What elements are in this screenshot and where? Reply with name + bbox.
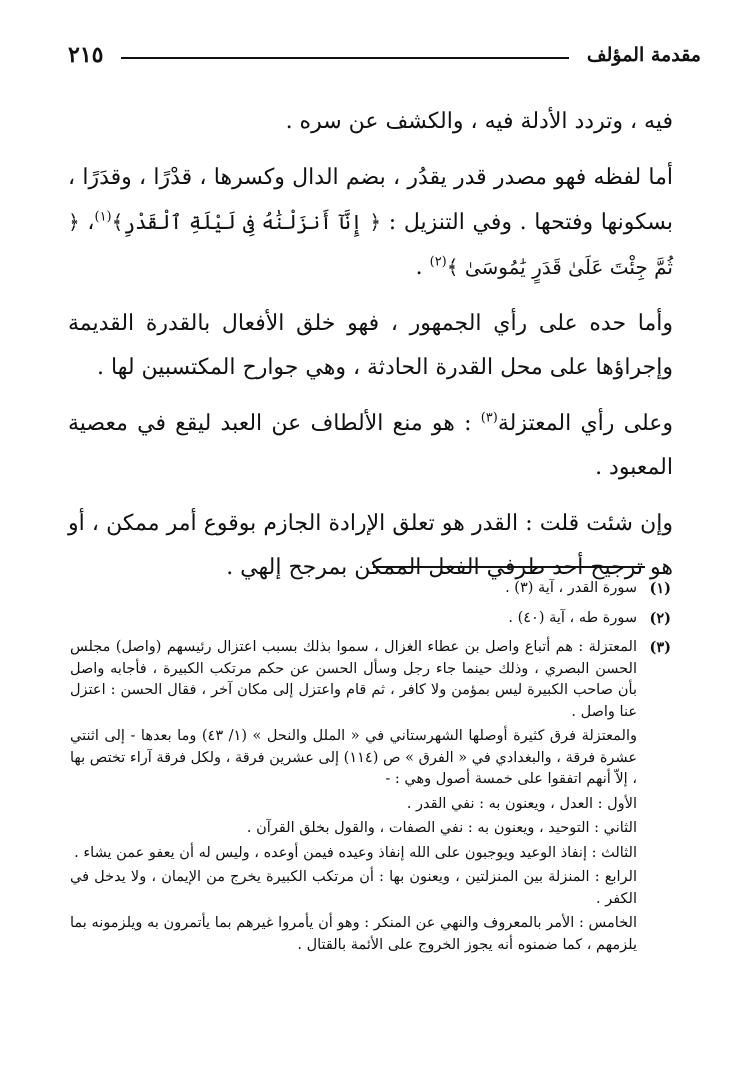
footnote-paragraph: سورة طه ، آية (٤٠) . — [508, 609, 637, 626]
quran-verse-1: ﴿ إِنَّآ أَنزَلْنَٰهُ فِى لَيْلَةِ ٱلْقَدْرِ﴾ — [111, 210, 382, 234]
footnote-ref-1: (١) — [94, 209, 112, 225]
footnote-ref-3: (٣) — [480, 410, 498, 426]
footnote-text — [70, 578, 637, 603]
quran-verse-2: ﴿ ثُمَّ جِئْتَ عَلَىٰ قَدَرٍ يَٰمُوسَىٰ ﴾ — [68, 210, 673, 279]
paragraph-2-end: . — [415, 255, 430, 280]
footnote-paragraph: المعتزلة : هم أتباع واصل بن عطاء الغزال ، سموا بذلك بسبب اعتزال رئيسهم (واصل) مجلس الحسن البصري ، وذلك حينما جاء رجل وسأل الحسن عن حكم مرتكب الكبيرة ، فأجابه واصل بأن صاحب الكبيرة ليس بمؤمن ولا كافر ، ثم قام واعتزل إلى مكان آخر ، فقال الحسن : اعتزل عنا واصل . — [70, 639, 637, 720]
footnote-paragraph: الرابع : المنزلة بين المنزلتين ، ويعنون بها : أن مرتكب الكبيرة يخرج من الإيمان ، ولا يدخل في الكفر . — [70, 869, 637, 907]
footnote-number: (١) — [649, 580, 671, 597]
footnotes — [70, 578, 671, 964]
footnote-1 — [70, 578, 671, 603]
footnote-ref-2: (٢) — [429, 254, 447, 270]
paragraph-5: وإن شئت قلت : القدر هو تعلق الإرادة الجازم بوقوع أمر ممكن ، أو هو ترجيح أحد طرفي الفعل الممكن بمرجح إلهي . — [68, 511, 673, 580]
paragraph-2-text: أما لفظه فهو مصدر قدر يقدُر ، بضم الدال وكسرها ، قدْرًا ، وقدَرًا ، بسكونها وفتحها . وفي التنزيل : — [68, 165, 673, 235]
footnote-paragraph: الثالث : إنفاذ الوعيد ويوجبون على الله إنفاذ وعيده فيمن أوعده ، وليس له أن يعفو عمن يشاء . — [74, 844, 637, 861]
paragraph-1: فيه ، وتردد الأدلة فيه ، والكشف عن سره . — [285, 109, 673, 134]
footnote-3 — [70, 637, 671, 959]
running-header — [68, 38, 701, 72]
paragraph-4-text: وعلى رأي المعتزلة — [497, 411, 673, 436]
footnote-paragraph: الخامس : الأمر بالمعروف والنهي عن المنكر : وهو أن يأمروا غيرهم بما يأتمرون به ويلزمونه بما يلزمهم ، كما ضمنوه أنه يجوز الخروج على الأئمة بالقتال . — [70, 915, 637, 953]
separator: ، — [79, 210, 95, 235]
paragraph-4-rest: : هو منع الألطاف عن العبد ليقع في معصية المعبود . — [68, 411, 673, 480]
paragraph-2 — [68, 156, 673, 290]
main-text — [68, 100, 673, 602]
footnote-2 — [70, 608, 671, 633]
paragraph-3: وأما حده على رأي الجمهور ، فهو خلق الأفعال بالقدرة القديمة وإجراؤها على محل القدرة الحادثة ، وهي جوارح المكتسبين لها . — [68, 311, 673, 380]
page-number: ٢١٥ — [68, 42, 104, 68]
footnote-separator — [373, 566, 645, 568]
chapter-title: مقدمة المؤلف — [586, 44, 701, 66]
footnote-paragraph: سورة القدر ، آية (٣) . — [505, 580, 637, 596]
footnote-number: (٢) — [649, 609, 671, 627]
header-rule — [121, 57, 568, 59]
paragraph-4 — [68, 402, 673, 490]
footnote-text — [70, 608, 637, 633]
footnote-paragraph: الثاني : التوحيد ، ويعنون به : نفي الصفات ، والقول بخلق القرآن . — [246, 820, 637, 836]
footnote-paragraph: الأول : العدل ، ويعنون به : نفي القدر . — [406, 795, 637, 812]
footnote-paragraph: والمعتزلة فرق كثيرة أوصلها الشهرستاني في « الملل والنحل » (١/ ٤٣) وما بعدها - إلى اثنتي عشرة فرقة ، والبغدادي في « الفرق » ص (١١٤) إلى عشرين فرقة ، ولكل فرقة آراء تختص بها ، إلاّ أنهم اتفقوا على خمسة أصول وهي : - — [70, 728, 638, 787]
footnote-text — [70, 637, 637, 959]
footnote-number: (٣) — [649, 639, 671, 656]
